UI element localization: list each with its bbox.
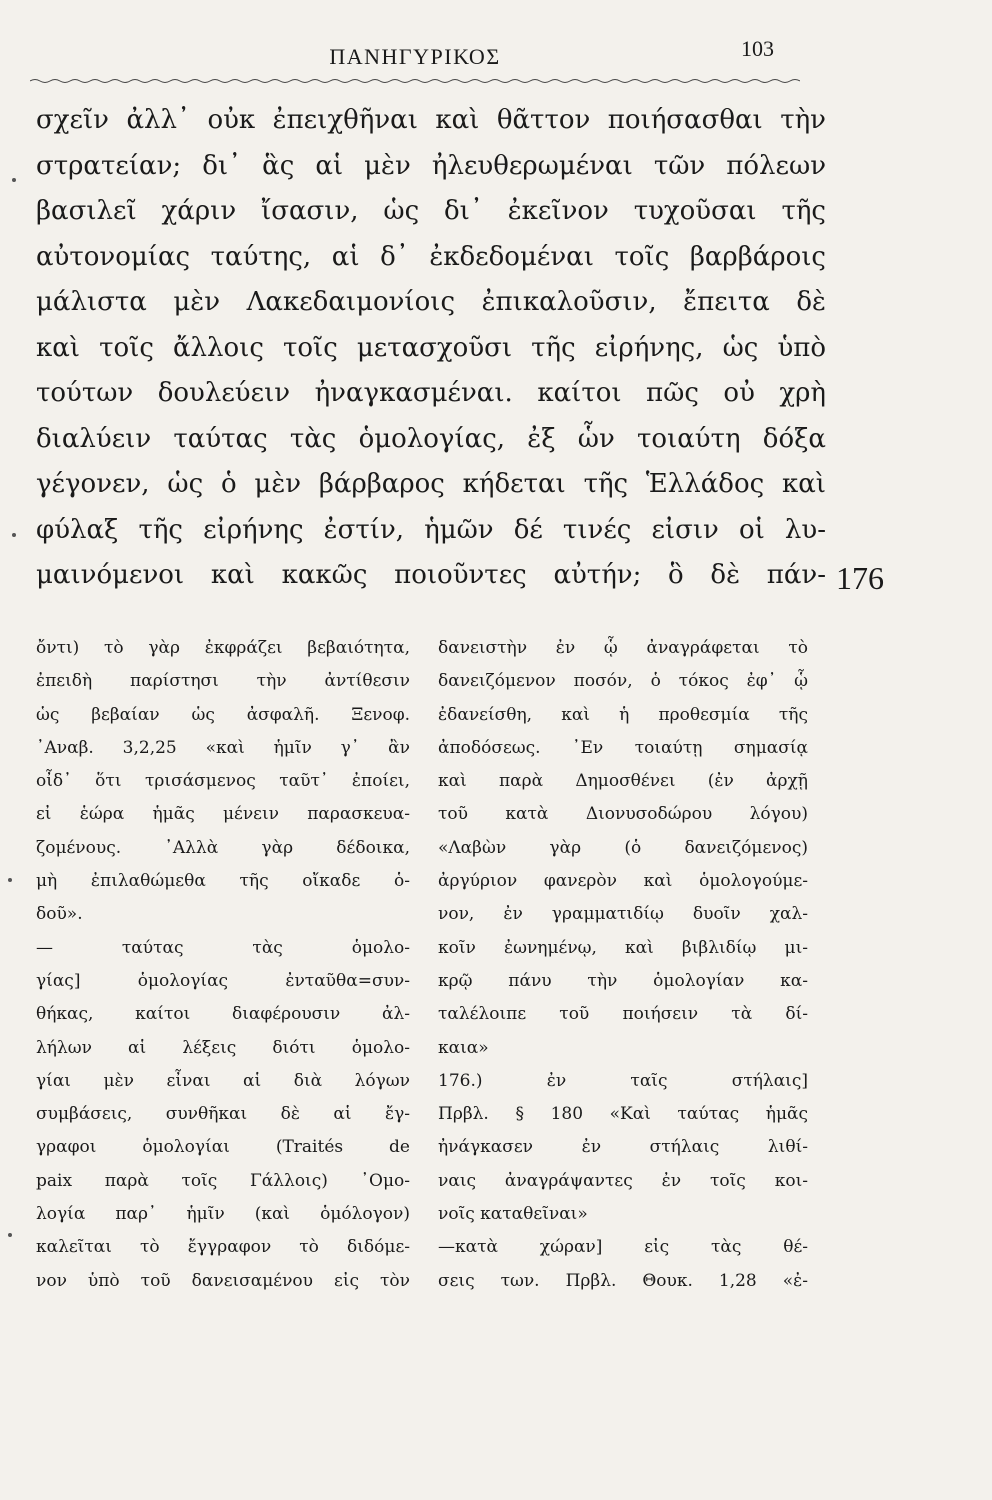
commentary-line: ναις ἀναγράψαντες ἐν τοῖς κοι- [438,1170,808,1191]
commentary-line: ταλέλοιπε τοῦ ποιήσειν τὰ δί- [438,1004,808,1025]
commentary-line: ἐδανείσθη, καὶ ἡ προθεσμία τῆς [438,704,808,725]
commentary-line: δανειστὴν ἐν ᾧ ἀναγράφεται τὸ [438,638,808,658]
commentary-line: οἶδ᾽ ὅτι τρισάσμενος ταῦτ᾽ ἐποίει, [36,771,410,792]
main-text-line: καὶ τοῖς ἄλλοις τοῖς μετασχοῦσι τῆς εἰρήνης, ὡς ὑπὸ [36,332,826,363]
commentary-line: ὡς βεβαίαν ὡς ἀσφαλῆ. Ξενοφ. [36,704,410,725]
commentary-line: καλεῖται τὸ ἔγγραφον τὸ διδόμε- [36,1237,410,1258]
commentary-line: κρῷ πάνυ τὴν ὁμολογίαν κα- [438,970,808,991]
margin-dot [8,1233,12,1237]
commentary-line: κοῖν ἐωνημένῳ, καὶ βιβλιδίῳ μι- [438,937,808,958]
commentary-line: ᾽Αναβ. 3,2,25 «καὶ ἡμῖν γ᾽ ἂν [36,737,410,758]
commentary-line: εἰ ἑώρα ἡμᾶς μένειν παρασκευα- [36,804,410,825]
commentary-line: — ταύτας τὰς ὁμολο- [36,937,410,958]
margin-section-number: 176 [836,560,884,596]
commentary-line: καὶ παρὰ Δημοσθένει (ἐν ἀρχῇ [438,771,808,792]
commentary-line: 176.) ἐν ταῖς στήλαις] [438,1070,808,1091]
main-text-line: τούτων δουλεύειν ἠναγκασμέναι. καίτοι πῶς οὐ χρὴ [36,378,826,408]
commentary-line: —κατὰ χώραν] εἰς τὰς θέ- [438,1237,808,1258]
main-text [36,98,826,599]
commentary-line: νοῖς καταθεῖναι» [438,1204,588,1225]
commentary-line: σεις των. Πρβλ. Θουκ. 1,28 «ἐ- [438,1270,808,1291]
main-text-line: διαλύειν ταύτας τὰς ὁμολογίας, ἐξ ὧν τοιαύτη δόξα [36,423,826,454]
main-text-line: μάλιστα μὲν Λακεδαιμονίοις ἐπικαλοῦσιν, ἔπειτα δὲ [36,287,826,317]
margin-dot [8,878,12,882]
commentary-line: θήκας, καίτοι διαφέρουσιν ἀλ- [36,1004,410,1025]
commentary-line: νον ὑπὸ τοῦ δανεισαμένου εἰς τὸν [36,1270,410,1291]
commentary-line: γραφοι ὁμολογίαι (Traités de [36,1137,410,1158]
commentary-line: «Λαβὼν γὰρ (ὁ δανειζόμενος) [438,837,808,858]
commentary-line: γίας] ὁμολογίας ἐνταῦθα=συν- [36,970,410,991]
commentary-line: τοῦ κατὰ Διονυσοδώρου λόγου) [438,804,808,825]
commentary-line: paix παρὰ τοῖς Γάλλοις) ᾽Ομο- [36,1170,410,1191]
margin-dot [12,178,16,182]
commentary-line: γίαι μὲν εἶναι αἱ διὰ λόγων [36,1070,410,1091]
main-text-line: μαινόμενοι καὶ κακῶς ποιοῦντες αὐτήν; ὃ δὲ πάν- [36,560,826,590]
running-title: ΠΑΝΗΓΥΡΙΚΟΣ [329,44,501,69]
main-text-line: αὐτονομίας ταύτης, αἱ δ᾽ ἐκδεδομέναι τοῖς βαρβάροις [36,241,826,272]
commentary-right-column [438,632,808,1298]
commentary-line: συμβάσεις, συνθῆκαι δὲ αἱ ἔγ- [36,1104,410,1125]
commentary-line: μὴ ἐπιλαθώμεθα τῆς οἴκαδε ὁ- [36,871,410,892]
commentary-line: ὄντι) τὸ γὰρ ἐκφράζει βεβαιότητα, [36,638,410,658]
page-number: 103 [741,36,774,61]
header-rule [30,78,800,84]
commentary-line: ἐπειδὴ παρίστησι τὴν ἀντίθεσιν [36,671,410,692]
commentary-line: δοῦ». [36,904,83,925]
commentary-line: ζομένους. ᾽Αλλὰ γὰρ δέδοικα, [36,837,410,858]
commentary-line: Πρβλ. § 180 «Καὶ ταύτας ἡμᾶς [438,1104,808,1125]
commentary-line: ἠνάγκασεν ἐν στήλαις λιθί- [438,1137,808,1158]
page-header [30,36,800,76]
commentary-line: λήλων αἱ λέξεις διότι ὁμολο- [36,1037,410,1058]
main-text-line: σχεῖν ἀλλ᾽ οὐκ ἐπειχθῆναι καὶ θᾶττον ποιήσασθαι τὴν [36,105,826,135]
commentary-line: λογία παρ᾽ ἡμῖν (καὶ ὁμόλογον) [36,1204,410,1225]
main-text-line: στρατείαν; δι᾽ ἃς αἱ μὲν ἠλευθερωμέναι τῶν πόλεων [36,150,826,181]
commentary-line: ἀργύριον φανερὸν καὶ ὁμολογούμε- [438,871,808,892]
margin-dot [12,533,16,537]
main-text-line: βασιλεῖ χάριν ἴσασιν, ὡς δι᾽ ἐκεῖνον τυχοῦσαι τῆς [36,196,826,226]
commentary-line: νον, ἐν γραμματιδίῳ δυοῖν χαλ- [438,904,808,925]
main-text-line: φύλαξ τῆς εἰρήνης ἐστίν, ἡμῶν δέ τινές εἰσιν οἱ λυ- [36,514,826,545]
commentary-line: καια» [438,1037,489,1058]
main-text-line: γέγονεν, ὡς ὁ μὲν βάρβαρος κήδεται τῆς Ἑλλάδος καὶ [36,469,826,499]
commentary-left-column [36,632,410,1298]
commentary-line: δανειζόμενον ποσόν, ὁ τόκος ἐφ᾽ ᾧ [438,671,808,692]
commentary-line: ἀποδόσεως. ᾽Εν τοιαύτῃ σημασίᾳ [438,737,808,758]
